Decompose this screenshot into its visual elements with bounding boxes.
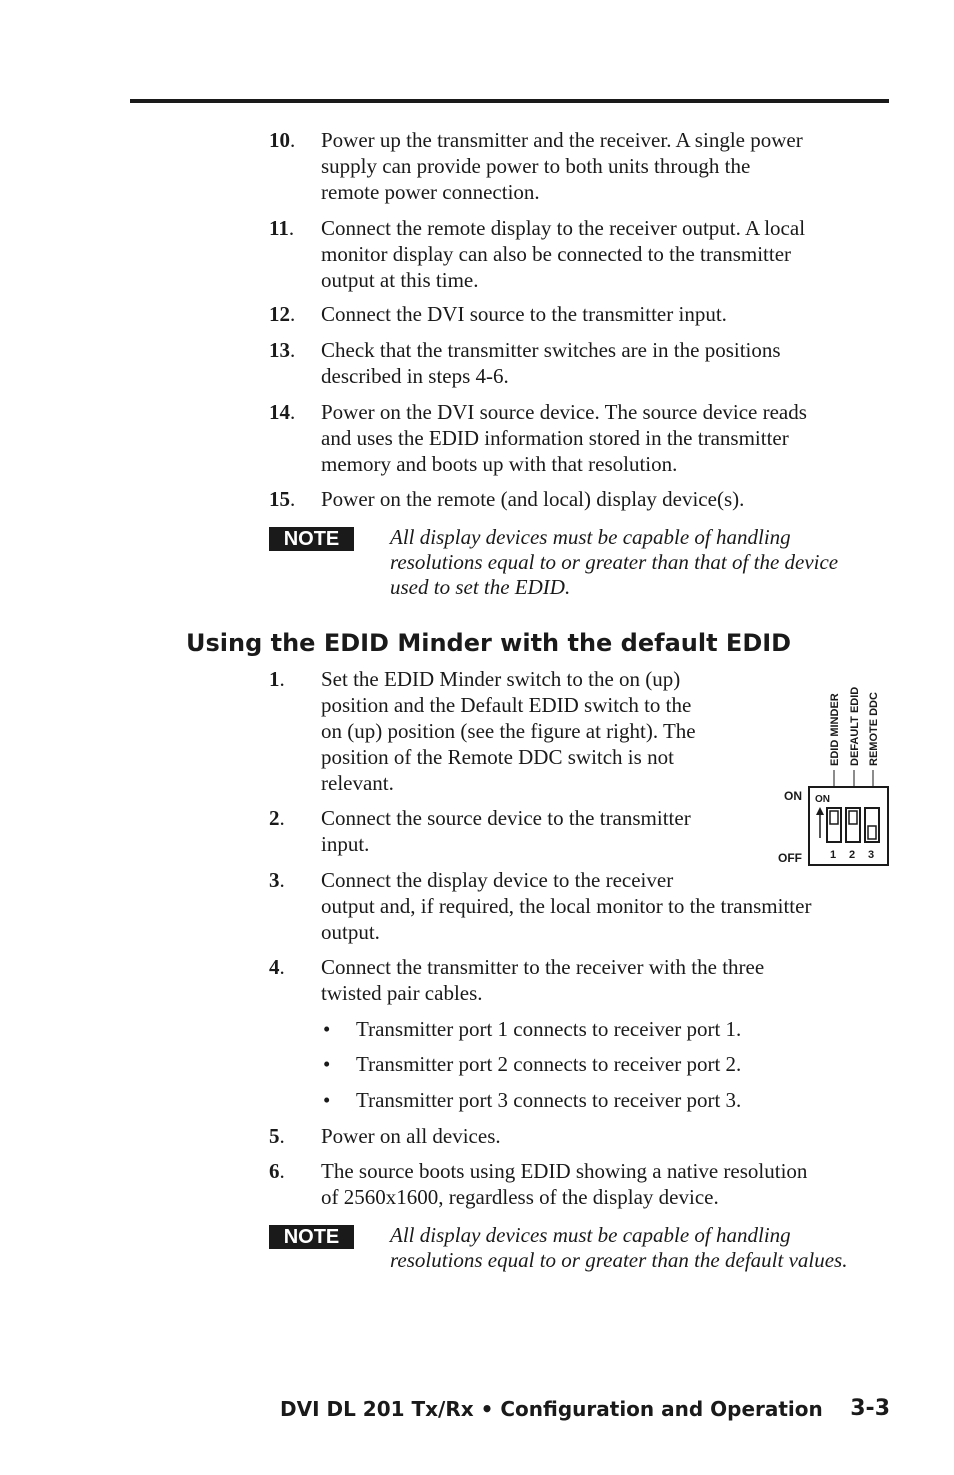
step-line: Set the EDID Minder switch to the on (up) [321,667,681,691]
bullet-symbol: • [323,1017,331,1041]
step-line: supply can provide power to both units through the [321,154,751,178]
step-number: 5 [269,1124,280,1148]
dip-switch-2-lever [849,811,857,824]
switch-number-2: 2 [849,849,856,861]
step-number: 4 [269,955,280,979]
note-badge: NOTE [269,527,354,551]
step-number: 10 [269,128,290,152]
note-line: All display devices must be capable of handling [390,525,791,549]
switch-label-edid-minder: EDID MINDER [829,693,841,766]
step-line: position of the Remote DDC switch is not [321,745,674,769]
step-line: and uses the EDID information stored in the transmitter [321,426,789,450]
step-line: Connect the source device to the transmitter [321,806,691,830]
footer [280,1395,890,1423]
note-badge: NOTE [269,1225,354,1249]
header-rule [130,99,889,103]
step-line: output at this time. [321,268,479,292]
step-line: twisted pair cables. [321,981,483,1005]
step-line: Connect the display device to the receiver [321,868,674,892]
step-5: 5. Power on all devices. [269,1124,501,1148]
step-number: 11 [269,216,289,240]
bullet-text: Transmitter port 3 connects to receiver port 3. [356,1088,742,1112]
step-2: 2. Connect the source device to the transmitter input. [269,806,691,856]
step-1: 1. Set the EDID Minder switch to the on (up) position and the Default EDID switch to the on (up) position (see the figure at right). The position of the Remote DDC switch is not relevant. [269,667,696,795]
step-line: on (up) position (see the figure at right). The [321,719,696,743]
step-12: 12. Connect the DVI source to the transmitter input. [269,302,727,326]
bullet-symbol: • [323,1052,331,1076]
note-line: All display devices must be capable of handling [390,1223,791,1247]
step-line: described in steps 4-6. [321,364,509,388]
step-line: Connect the DVI source to the transmitter input. [321,302,727,326]
step-line: Power up the transmitter and the receiver. A single power [321,128,803,152]
step-line: Check that the transmitter switches are in the positions [321,338,781,362]
list-item [323,1051,883,1077]
bullet-symbol: • [323,1088,331,1112]
switch-number-1: 1 [830,849,837,861]
step-13: 13. Check that the transmitter switches are in the positions described in steps 4-6. [269,338,781,388]
step-14: 14. Power on the DVI source device. The source device reads and uses the EDID information stored in the transmitter memory and boots up with that resolution. [269,400,807,476]
step-line: Power on all devices. [321,1124,501,1148]
step-11: 11. Connect the remote display to the receiver output. A local monitor display can also be connected to the transmitter output at this time. [269,216,806,292]
section-heading: Using the EDID Minder with the default EDID [186,629,792,657]
step-line: output. [321,920,380,944]
step-line: of 2560x1600, regardless of the display device. [321,1185,719,1209]
step-number: 6 [269,1159,280,1183]
step-number: 2 [269,806,280,830]
step-number: 1 [269,667,280,691]
step-3: 3. Connect the display device to the receiver output and, if required, the local monitor to the transmitter output. [269,868,812,944]
note-text [390,525,910,600]
step-line: The source boots using EDID showing a native resolution [321,1159,808,1183]
step-4: 4. Connect the transmitter to the receiver with the three twisted pair cables. [269,955,765,1005]
on-label: ON [784,789,802,803]
step-line: Power on the remote (and local) display device(s). [321,487,745,511]
step-line: memory and boots up with that resolution. [321,452,678,476]
switch-number-3: 3 [868,849,875,861]
step-line: Power on the DVI source device. The source device reads [321,400,807,424]
list-item [323,1087,883,1113]
bullet-text: Transmitter port 2 connects to receiver port 2. [356,1052,742,1076]
step-number: 3 [269,868,280,892]
step-number: 13 [269,338,290,362]
step-line: Connect the transmitter to the receiver with the three [321,955,765,979]
step-line: monitor display can also be connected to the transmitter [321,242,792,266]
step-15: 15. Power on the remote (and local) display device(s). [269,487,745,511]
dip-switch-3-lever [868,826,876,839]
footer-title: DVI DL 201 Tx/Rx • Configuration and Operation [280,1397,823,1421]
dip-switch-figure [770,668,895,873]
step-10: 10. Power up the transmitter and the receiver. A single power supply can provide power to both units through the remote power connection. [269,128,803,204]
step-line: relevant. [321,771,394,795]
step-number: 15 [269,487,290,511]
note-text [390,1223,910,1273]
note-line: resolutions equal to or greater than the default values. [390,1248,848,1272]
step-line: position and the Default EDID switch to the [321,693,692,717]
step-line: remote power connection. [321,180,540,204]
step-number: 14 [269,400,290,424]
page-number: 3-3 [850,1396,890,1421]
list-item [323,1016,883,1042]
bullet-text: Transmitter port 1 connects to receiver port 1. [356,1017,742,1041]
note-line: used to set the EDID. [390,575,571,599]
step-line: output and, if required, the local monitor to the transmitter [321,894,812,918]
step-line: input. [321,832,370,856]
off-label: OFF [778,851,802,865]
dip-switch-1-lever [830,811,838,824]
note-line: resolutions equal to or greater than that of the device [390,550,839,574]
step-line: Connect the remote display to the receiver output. A local [321,216,806,240]
step-number: 12 [269,302,290,326]
switch-label-default-edid: DEFAULT EDID [849,686,861,766]
panel-on-label: ON [815,794,830,805]
step-6: 6. The source boots using EDID showing a native resolution of 2560x1600, regardless of the display device. [269,1159,808,1209]
switch-label-remote-ddc: REMOTE DDC [868,692,880,766]
